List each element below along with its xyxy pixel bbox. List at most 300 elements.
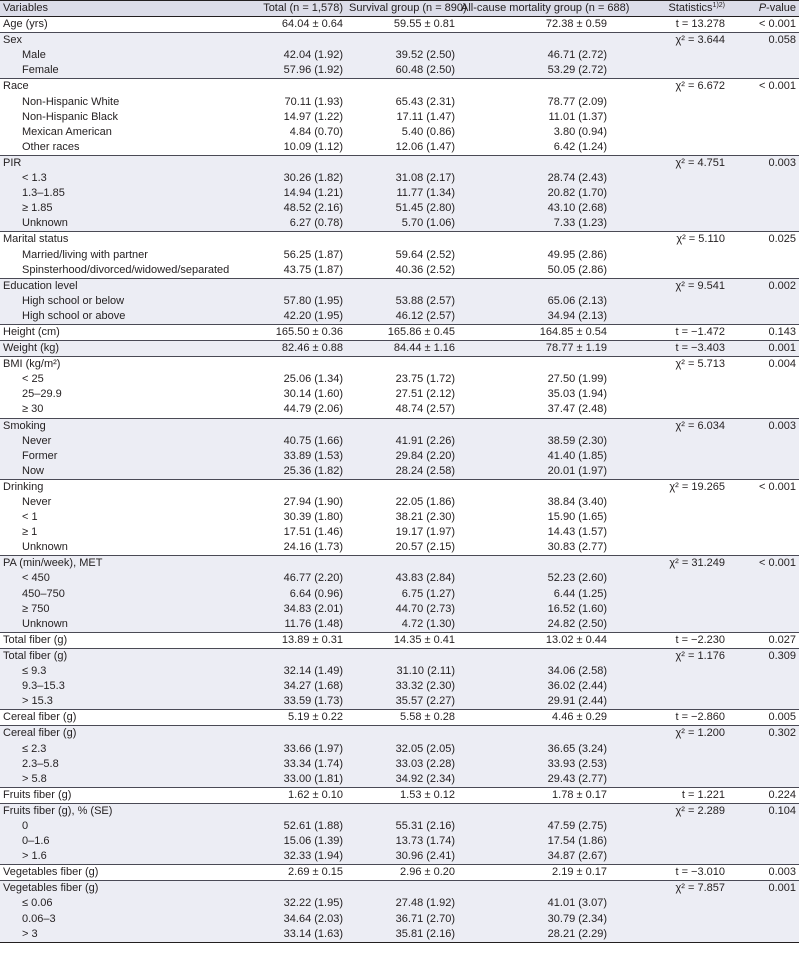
cell-mortality: 36.02 (2.44) [547,680,607,693]
cell-survival [346,79,458,95]
table-row [0,434,799,449]
cell-p-value: < 0.001 [758,18,796,31]
cell-statistic [610,216,728,232]
cell-total: 64.04 ± 0.64 [281,18,343,31]
cell-statistic [610,834,728,849]
cell-mortality: 41.01 (3.07) [547,897,607,910]
cell-total: 33.00 (1.81) [283,772,343,785]
cell-total [246,726,346,742]
cell-total: 40.75 (1.66) [283,434,343,447]
cell-variable: Weight (kg) [0,341,246,357]
cell-statistic: χ² = 19.265 [610,479,728,495]
cell-statistic [610,617,728,633]
cell-statistic [610,896,728,911]
cell-variable: > 3 [0,927,246,943]
cell-statistic [610,510,728,525]
cell-p-value: 0.224 [728,787,799,803]
table-row [0,556,799,572]
cell-statistic [610,587,728,602]
cell-total: 6.64 (0.96) [289,587,343,600]
cell-survival: 19.17 (1.97) [395,526,455,539]
cell-p-value [728,125,799,140]
cell-variable: Unknown [22,617,68,630]
cell-p-value [728,694,799,710]
cell-variable: Fruits fiber (g), % (SE) [0,803,246,819]
cell-mortality [458,648,610,664]
table-row [0,772,799,788]
cell-survival: 12.06 (1.47) [395,140,455,153]
cell-total: 82.46 ± 0.88 [246,341,346,357]
cell-mortality: 53.29 (2.72) [547,64,607,77]
cell-variable: 0 [22,819,29,832]
cell-total: 32.22 (1.95) [283,897,343,910]
cell-variable: ≥ 1.85 [22,202,53,215]
table-row [0,495,799,510]
cell-mortality: 15.90 (1.65) [547,511,607,524]
cell-total: 30.26 (1.82) [283,172,343,185]
table-row [0,602,799,617]
cell-mortality: 6.42 (1.24) [553,140,607,153]
cell-statistic [610,540,728,556]
cell-survival: 35.81 (2.16) [346,927,458,943]
cell-variable: 2.3–5.8 [22,757,59,770]
cell-mortality: 35.03 (1.94) [547,388,607,401]
cell-total: 27.94 (1.90) [283,496,343,508]
cell-survival [346,726,458,742]
cell-survival: 53.88 (2.57) [395,294,455,307]
cell-total [246,357,346,373]
cell-mortality [458,79,610,95]
cell-mortality [458,881,610,897]
cell-mortality [458,232,610,248]
cell-total: 48.52 (2.16) [283,202,343,215]
cell-survival: 34.92 (2.34) [395,772,455,785]
header-p-value [728,1,799,17]
cell-mortality: 11.01 (1.37) [548,110,607,123]
cell-p-value: 0.001 [728,341,799,357]
cell-variable: ≥ 1 [22,526,38,539]
cell-p-value: 0.027 [728,632,799,648]
cell-variable: Non-Hispanic Black [22,110,118,123]
cell-variable: High school or above [22,309,126,322]
cell-survival [346,357,458,373]
cell-survival [346,479,458,495]
cell-p-value [728,434,799,449]
cell-statistic: χ² = 2.289 [610,803,728,819]
cell-variable: 9.3–15.3 [22,680,65,693]
cell-total: 25.36 (1.82) [283,464,343,477]
cell-mortality: 33.93 (2.53) [547,757,607,770]
cell-mortality: 13.02 ± 0.44 [458,632,610,648]
cell-mortality: 7.33 (1.23) [553,217,607,230]
table-row [0,402,799,418]
cell-variable: 0–1.6 [22,835,50,848]
cell-total: 42.04 (1.92) [283,49,343,62]
cell-survival: 165.86 ± 0.45 [346,324,458,340]
table-row [0,648,799,664]
cell-variable: Education level [0,278,246,294]
table-row [0,449,799,464]
cell-mortality: 29.43 (2.77) [547,772,607,785]
cell-p-value: 0.058 [728,33,799,49]
cell-survival: 22.05 (1.86) [395,496,455,508]
cell-survival [346,418,458,434]
table-row [0,33,799,49]
cell-total: 33.34 (1.74) [283,757,343,770]
cell-total: 56.25 (1.87) [283,248,343,261]
cell-statistic [610,110,728,125]
cell-variable: ≤ 0.06 [22,897,53,910]
cell-statistic: t = −3.010 [610,865,728,881]
cell-total [246,278,346,294]
cell-survival: 33.03 (2.28) [395,757,455,770]
cell-variable: 25–29.9 [22,388,62,401]
cell-mortality: 34.94 (2.13) [547,309,607,322]
cell-survival: 55.31 (2.16) [395,819,455,832]
cell-p-value [728,263,799,279]
cell-survival: 5.40 (0.86) [401,125,455,138]
cell-survival: 30.96 (2.41) [395,850,455,863]
cell-statistic [610,171,728,186]
cell-mortality: 38.84 (3.40) [547,496,607,508]
cell-p-value [728,402,799,418]
cell-total: 43.75 (1.87) [283,263,343,276]
table-row [0,294,799,309]
cell-statistic: t = −2.860 [610,710,728,726]
cell-survival: 31.08 (2.17) [395,172,455,185]
table-row [0,571,799,586]
cell-mortality: 46.71 (2.72) [547,49,607,62]
cell-mortality: 47.59 (2.75) [547,819,607,832]
cell-total: 14.97 (1.22) [283,110,343,123]
table-row [0,155,799,171]
cell-mortality: 49.95 (2.86) [547,248,607,261]
cell-statistic [610,679,728,694]
cell-mortality: 78.77 (2.09) [547,95,607,108]
table-row [0,278,799,294]
cell-total: 30.14 (1.60) [283,388,343,401]
cell-statistic: χ² = 6.672 [610,79,728,95]
cell-survival: 2.96 ± 0.20 [346,865,458,881]
cell-variable: Married/living with partner [22,248,148,261]
table-row [0,664,799,679]
cell-statistic: t = −2.230 [610,632,728,648]
header-mortality: All-cause mortality group (n = 688) [458,1,610,17]
cell-mortality: 6.44 (1.25) [553,587,607,600]
cell-statistic [610,372,728,387]
cell-total: 32.33 (1.94) [283,850,343,863]
table-row [0,48,799,63]
cell-mortality: 37.47 (2.48) [547,403,607,416]
cell-mortality [458,278,610,294]
cell-survival: 31.10 (2.11) [396,665,455,678]
table-row [0,186,799,201]
table-row [0,525,799,540]
cell-mortality: 30.83 (2.77) [547,541,607,554]
cell-variable: Cereal fiber (g) [0,726,246,742]
cell-total [246,803,346,819]
cell-mortality: 27.50 (1.99) [547,373,607,386]
cell-mortality: 4.46 ± 0.29 [458,710,610,726]
cell-variable: High school or below [22,294,125,307]
cell-p-value: 0.003 [728,418,799,434]
cell-variable: ≥ 30 [22,403,44,416]
cell-survival [346,278,458,294]
cell-variable: Mexican American [22,125,112,138]
cell-total [246,232,346,248]
cell-variable: Race [0,79,246,95]
cell-p-value [728,495,799,510]
cell-p-value [728,896,799,911]
cell-mortality [458,418,610,434]
cell-p-value: 0.025 [728,232,799,248]
cell-mortality: 24.82 (2.50) [547,617,607,630]
cell-total: 4.84 (0.70) [289,125,343,138]
cell-survival: 27.48 (1.92) [395,897,455,910]
cell-statistic [610,294,728,309]
cell-statistic: t = −3.403 [610,341,728,357]
table-row [0,387,799,402]
cell-total: 15.06 (1.39) [283,835,343,848]
header-survival: Survival group (n = 890) [346,1,458,17]
cell-variable: PIR [0,155,246,171]
cell-statistic [610,248,728,263]
cell-p-value: 0.003 [728,155,799,171]
cell-total: 5.19 ± 0.22 [246,710,346,726]
cell-total: 44.79 (2.06) [283,403,343,416]
cell-statistic: χ² = 4.751 [610,155,728,171]
cell-total [246,79,346,95]
cell-total: 33.59 (1.73) [283,695,343,708]
cell-statistic [610,927,728,943]
cell-p-value: 0.143 [728,324,799,340]
cell-statistic: χ² = 7.857 [610,881,728,897]
cell-p-value [728,664,799,679]
cell-variable: ≤ 2.3 [22,742,47,755]
cell-statistic [610,186,728,201]
cell-p-value: < 0.001 [728,556,799,572]
cell-statistic [610,201,728,216]
cell-p-value [728,617,799,633]
cell-mortality: 20.82 (1.70) [547,187,607,200]
cell-survival: 33.32 (2.30) [395,680,455,693]
cell-variable: ≤ 9.3 [22,665,47,678]
cell-statistic [610,495,728,510]
table-row [0,834,799,849]
cell-p-value: 0.004 [728,357,799,373]
cell-p-value [728,757,799,772]
cell-statistic [610,602,728,617]
cell-survival: 20.57 (2.15) [395,541,455,554]
header-p-rest: -value [766,2,796,14]
cell-p-value: 0.309 [728,648,799,664]
cell-statistic [610,757,728,772]
cell-total: 42.20 (1.95) [283,309,343,322]
cell-variable: < 25 [22,373,44,386]
cell-mortality [458,726,610,742]
cell-survival: 84.44 ± 1.16 [346,341,458,357]
cell-survival: 14.35 ± 0.41 [346,632,458,648]
cell-variable: > 15.3 [22,695,53,708]
cell-mortality: 38.59 (2.30) [547,434,607,447]
cell-statistic: χ² = 1.176 [610,648,728,664]
cell-p-value [728,48,799,63]
table-row [0,510,799,525]
cell-survival [346,803,458,819]
cell-variable: 450–750 [22,587,65,600]
cell-total: 17.51 (1.46) [283,526,343,539]
cell-p-value [728,587,799,602]
cell-total: 52.61 (1.88) [283,819,343,832]
cell-p-value [728,216,799,232]
cell-mortality [458,357,610,373]
cell-mortality: 14.43 (1.57) [547,526,607,539]
cell-variable: Other races [22,140,80,153]
cell-total: 34.64 (2.03) [283,912,343,925]
cell-mortality: 2.19 ± 0.17 [458,865,610,881]
cell-p-value [728,464,799,480]
cell-mortality: 1.78 ± 0.17 [458,787,610,803]
cell-variable: Now [22,464,45,477]
cell-total: 32.14 (1.49) [283,665,343,678]
header-p-italic: P [758,2,767,14]
table-row [0,694,799,710]
cell-survival: 5.58 ± 0.28 [346,710,458,726]
cell-statistic: χ² = 3.644 [610,33,728,49]
table-row [0,125,799,140]
table-row [0,803,799,819]
header-row [0,1,799,17]
cell-mortality: 20.01 (1.97) [547,464,607,477]
table-row [0,881,799,897]
cell-survival: 5.70 (1.06) [401,217,455,230]
cell-statistic: t = 1.221 [610,787,728,803]
cell-statistic [610,387,728,402]
cell-variable: BMI (kg/m²) [0,357,246,373]
table-row [0,216,799,232]
cell-statistic [610,694,728,710]
cell-total: 2.69 ± 0.15 [246,865,346,881]
cell-survival: 36.71 (2.70) [395,912,455,925]
cell-mortality: 30.79 (2.34) [547,912,607,925]
table-row [0,341,799,357]
cell-total: 1.62 ± 0.10 [246,787,346,803]
table-row [0,357,799,373]
cell-mortality: 36.65 (3.24) [547,742,607,755]
cell-total: 6.27 (0.78) [289,217,343,230]
cell-statistic [610,772,728,788]
cell-p-value [728,540,799,556]
cell-total [246,479,346,495]
cell-variable: Vegetables fiber (g) [0,881,246,897]
cell-statistic: χ² = 1.200 [610,726,728,742]
cell-mortality: 65.06 (2.13) [547,294,607,307]
cell-p-value [728,571,799,586]
cell-p-value: 0.001 [728,881,799,897]
cell-variable: Age (yrs) [3,18,48,31]
cell-mortality: 72.38 ± 0.59 [545,18,607,31]
cell-survival: 6.75 (1.27) [401,587,455,600]
cell-mortality: 28.21 (2.29) [458,927,610,943]
table-row [0,17,799,33]
cell-p-value [728,63,799,79]
cell-p-value [728,834,799,849]
cell-statistic: χ² = 5.110 [610,232,728,248]
cell-statistic [610,571,728,586]
table-row [0,540,799,556]
cell-mortality: 164.85 ± 0.54 [458,324,610,340]
cell-mortality [458,479,610,495]
cell-p-value [728,510,799,525]
table-row [0,849,799,865]
cell-variable: PA (min/week), MET [0,556,246,572]
cell-p-value [728,602,799,617]
cell-p-value: 0.003 [728,865,799,881]
table-row [0,587,799,602]
cell-survival: 43.83 (2.84) [395,572,455,585]
cell-mortality [458,155,610,171]
cell-variable: Former [22,449,58,462]
cell-p-value: 0.002 [728,278,799,294]
cell-total: 57.96 (1.92) [283,64,343,77]
table-row [0,309,799,325]
table-row [0,865,799,881]
cell-total [246,418,346,434]
cell-statistic [610,402,728,418]
cell-statistic [610,140,728,156]
cell-mortality: 41.40 (1.85) [547,449,607,462]
cell-mortality: 34.87 (2.67) [547,850,607,863]
cell-statistic [610,819,728,834]
table-header [0,1,799,17]
cell-statistic: χ² = 6.034 [610,418,728,434]
table-row [0,110,799,125]
cell-total: 14.94 (1.21) [283,187,343,200]
cell-survival: 13.73 (1.74) [395,835,455,848]
cell-p-value [728,372,799,387]
cell-mortality: 78.77 ± 1.19 [458,341,610,357]
cell-variable: < 450 [22,572,50,585]
cell-p-value [728,171,799,186]
table-row [0,248,799,263]
cell-p-value [728,679,799,694]
table-row [0,479,799,495]
cell-total [246,556,346,572]
cell-statistic [610,95,728,110]
cell-survival: 59.64 (2.52) [395,248,455,261]
cell-p-value [728,140,799,156]
cell-statistic [610,48,728,63]
cell-survival [346,648,458,664]
cell-total: 10.09 (1.12) [283,140,343,153]
cell-statistic [610,525,728,540]
cell-variable: Unknown [22,541,68,554]
cell-p-value [728,525,799,540]
cell-variable: 1.3–1.85 [22,187,65,200]
cell-statistic [610,63,728,79]
cell-survival: 28.24 (2.58) [395,464,455,477]
cell-mortality: 43.10 (2.68) [547,202,607,215]
cell-statistic [610,309,728,325]
cell-total: 57.80 (1.95) [283,294,343,307]
cell-total [246,33,346,49]
cell-statistic [610,464,728,480]
cell-statistic [610,449,728,464]
cell-mortality: 29.91 (2.44) [547,695,607,708]
cell-p-value [728,294,799,309]
cell-variable: Cereal fiber (g) [0,710,246,726]
header-statistics-footnote: 1)2) [712,2,725,9]
